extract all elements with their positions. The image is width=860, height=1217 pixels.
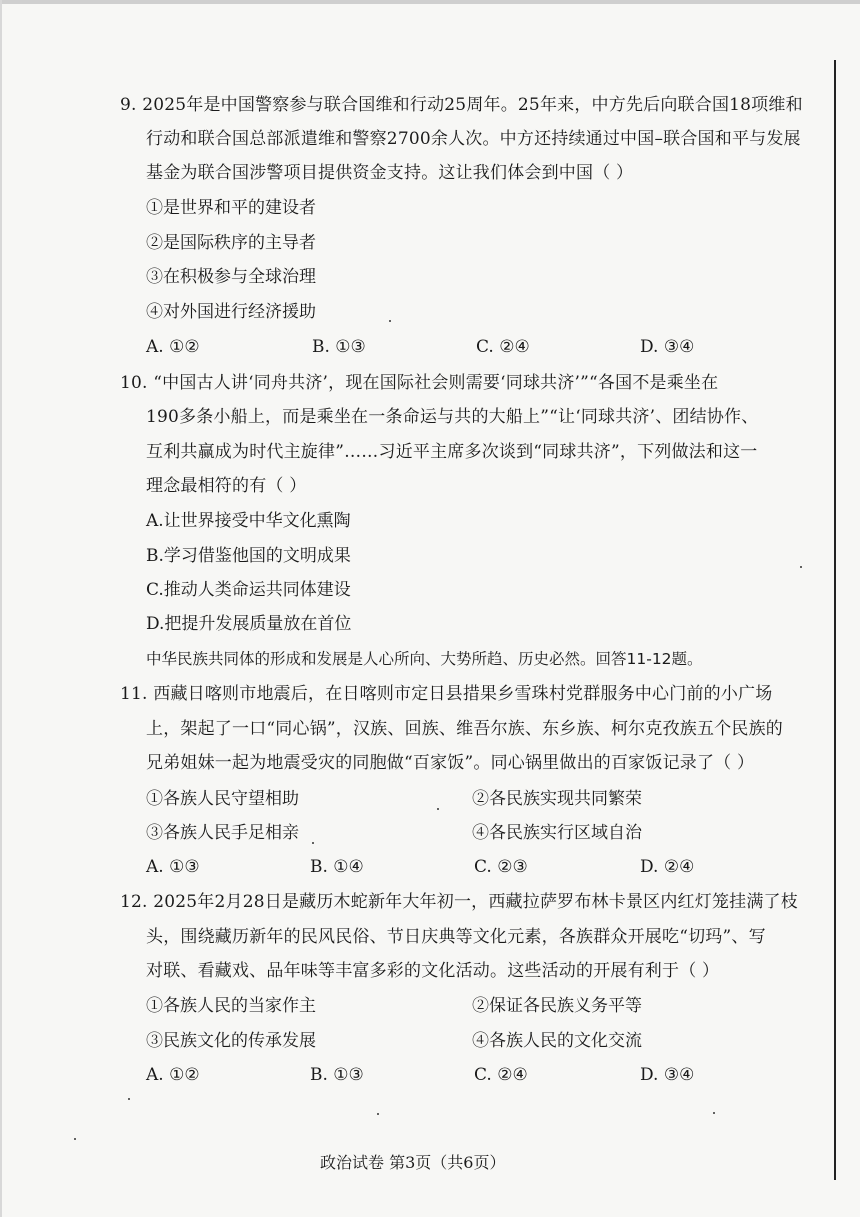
q9-line-3: 基金为联合国涉警项目提供资金支持。这让我们体会到中国（ ） xyxy=(146,163,634,183)
q12-choice-a[interactable]: A. ①② xyxy=(146,1065,200,1085)
q10-choice-b[interactable]: B.学习借鉴他国的文明成果 xyxy=(146,546,351,566)
q11-line-2: 上，架起了一口“同心锅”，汉族、回族、维吾尔族、东乡族、柯尔克孜族五个民族的 xyxy=(146,719,783,739)
q11-item-2: ②各民族实现共同繁荣 xyxy=(472,789,642,809)
q11-item-3: ③各族人民手足相亲 xyxy=(146,823,299,843)
q11-line-3: 兄弟姐妹一起为地震受灾的同胞做“百家饭”。同心锅里做出的百家饭记录了（ ） xyxy=(146,753,755,773)
q10-line-3: 互利共赢成为时代主旋律”……习近平主席多次谈到“同球共济”，下列做法和这一 xyxy=(146,442,758,462)
q12-choice-b[interactable]: B. ①③ xyxy=(310,1065,364,1085)
q11-line-1: 11. 西藏日喀则市地震后，在日喀则市定日县措果乡雪珠村党群服务中心门前的小广场 xyxy=(120,684,773,704)
q11-choice-c[interactable]: C. ②③ xyxy=(474,857,528,877)
q9-item-1: ①是世界和平的建设者 xyxy=(146,198,316,218)
q12-line-1: 12. 2025年2月28日是藏历木蛇新年大年初一，西藏拉萨罗布林卡景区内红灯笼挂满了枝 xyxy=(120,892,798,912)
q9-line-2: 行动和联合国总部派遣维和警察2700余人次。中方还持续通过中国–联合国和平与发展 xyxy=(146,129,801,149)
scan-speck xyxy=(377,1113,379,1115)
q10-choice-a[interactable]: A.让世界接受中华文化熏陶 xyxy=(146,511,351,531)
q12-choice-c[interactable]: C. ②④ xyxy=(474,1065,528,1085)
scan-speck xyxy=(389,320,391,322)
scan-speck xyxy=(713,1112,715,1114)
section-note-11-12: 中华民族共同体的形成和发展是人心所向、大势所趋、历史必然。回答11-12题。 xyxy=(146,650,703,668)
q9-item-4: ④对外国进行经济援助 xyxy=(146,302,316,322)
q11-item-1: ①各族人民守望相助 xyxy=(146,789,299,809)
q11-choice-a[interactable]: A. ①③ xyxy=(146,857,200,877)
scan-speck xyxy=(128,1098,130,1100)
q9-choice-d[interactable]: D. ③④ xyxy=(640,337,695,357)
scan-speck xyxy=(74,1138,76,1140)
q10-line-2: 190多条小船上，而是乘坐在一条命运与共的大船上”“让‘同球共济’、团结协作、 xyxy=(146,407,759,427)
q12-item-3: ③民族文化的传承发展 xyxy=(146,1031,316,1051)
q11-item-4: ④各民族实行区域自治 xyxy=(472,823,642,843)
q12-item-2: ②保证各民族义务平等 xyxy=(472,996,642,1016)
q12-line-3: 对联、看藏戏、品年味等丰富多彩的文化活动。这些活动的开展有利于（ ） xyxy=(146,961,720,981)
q10-line-1: 10. “中国古人讲‘同舟共济’，现在国际社会则需要‘同球共济’”“各国不是乘坐在 xyxy=(120,373,719,393)
scan-speck xyxy=(800,566,802,568)
q9-choice-c[interactable]: C. ②④ xyxy=(476,337,530,357)
q9-line-1: 9. 2025年是中国警察参与联合国维和行动25周年。25年来，中方先后向联合国18项维和 xyxy=(120,95,803,115)
q9-item-3: ③在积极参与全球治理 xyxy=(146,267,316,287)
page-left-edge xyxy=(0,0,2,1217)
q9-choice-a[interactable]: A. ①② xyxy=(146,337,200,357)
scan-speck xyxy=(312,842,314,844)
q10-choice-d[interactable]: D.把提升发展质量放在首位 xyxy=(146,614,352,634)
q11-choice-b[interactable]: B. ①④ xyxy=(310,857,364,877)
q10-choice-c[interactable]: C.推动人类命运共同体建设 xyxy=(146,580,351,600)
scan-speck xyxy=(437,808,439,810)
q12-line-2: 头，围绕藏历新年的民风民俗、节日庆典等文化元素，各族群众开展吃“切玛”、写 xyxy=(146,927,766,947)
right-margin-rule xyxy=(834,60,836,1180)
q11-choice-d[interactable]: D. ②④ xyxy=(640,857,695,877)
q12-item-1: ①各族人民的当家作主 xyxy=(146,996,316,1016)
q12-choice-d[interactable]: D. ③④ xyxy=(640,1065,695,1085)
page-footer: 政治试卷 第3页（共6页） xyxy=(320,1153,506,1172)
q12-item-4: ④各族人民的文化交流 xyxy=(472,1031,642,1051)
q9-item-2: ②是国际秩序的主导者 xyxy=(146,233,316,253)
q10-line-4: 理念最相符的有（ ） xyxy=(146,476,307,496)
page-top-edge xyxy=(0,0,860,4)
q9-choice-b[interactable]: B. ①③ xyxy=(312,337,366,357)
